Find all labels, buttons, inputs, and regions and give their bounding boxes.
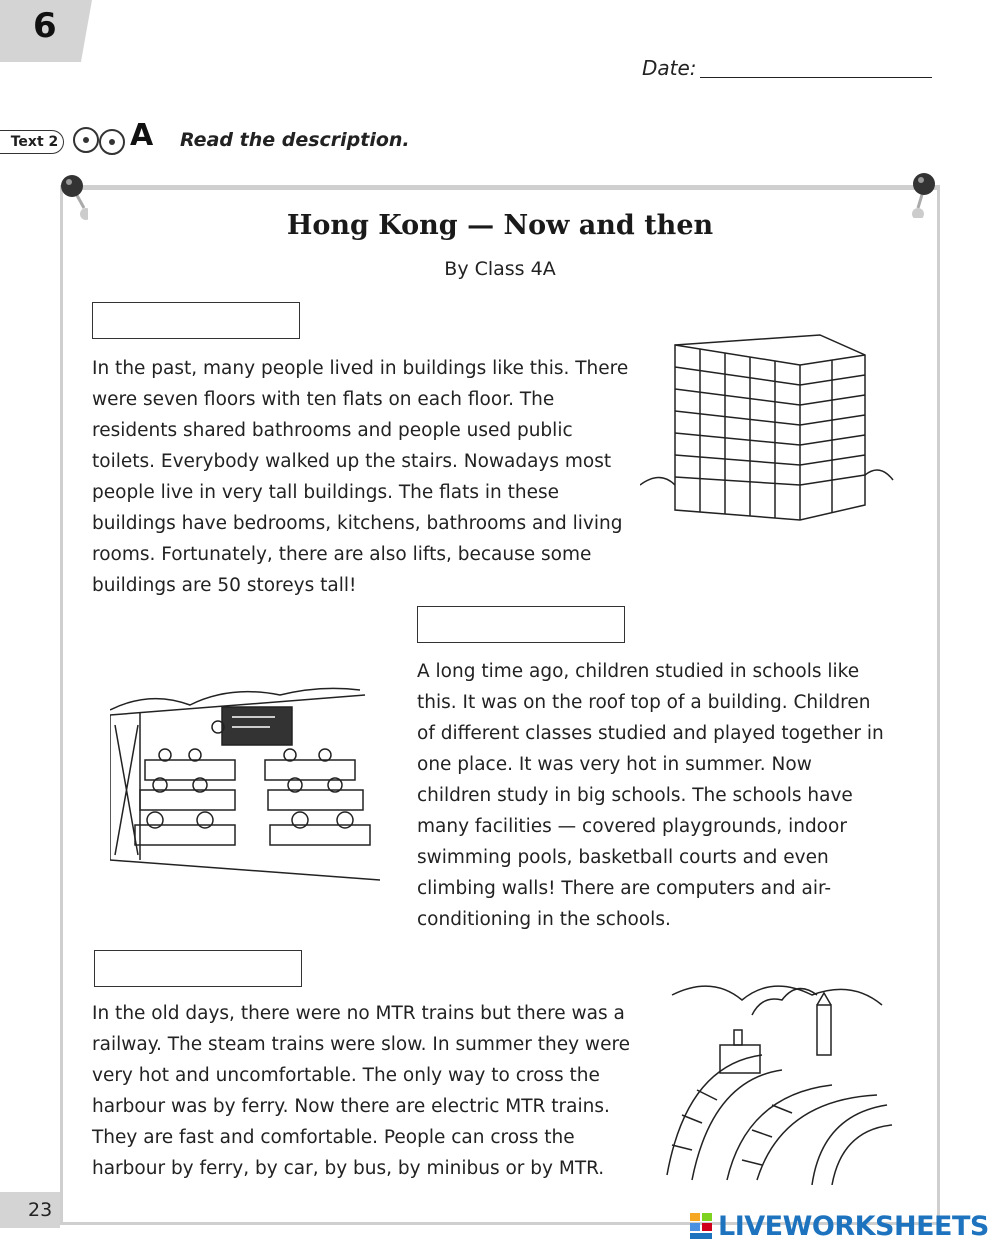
- heading-answer-box-1[interactable]: [92, 302, 300, 339]
- task-instruction: Read the description.: [180, 129, 410, 151]
- old-building-illustration: [640, 325, 895, 530]
- text-label: Text 2: [0, 130, 64, 154]
- steam-train-illustration: [662, 975, 894, 1185]
- section-2-text: A long time ago, children studied in schools like this. It was on the roof top of a building. Children of different classes studied and played together in one place. It was very hot in summer. Now children study in big schools. The schools have many facilities — covered playgrounds, indoor swimming pools, basketball courts and even climbing walls! There are computers and air-conditioning in the schools.: [417, 661, 884, 930]
- heading-answer-box-3[interactable]: [94, 950, 302, 987]
- rooftop-school-illustration: [110, 685, 380, 885]
- date-line: [700, 77, 932, 78]
- heading-answer-box-2[interactable]: [417, 606, 625, 643]
- section-3-text: In the old days, there were no MTR trains but there was a railway. The steam trains were slow. In summer they were very hot and uncomfortable. The only way to cross the harbour was by ferry. Now there are electric MTR trains. They are fast and comfortable. People can cross the harbour by ferry, by car, by bus, by minibus or by MTR.: [92, 1003, 631, 1179]
- task-letter: A: [130, 118, 154, 153]
- cd-audio-icon: [72, 122, 128, 158]
- date-label: Date:: [642, 56, 697, 80]
- article-byline: By Class 4A: [444, 258, 556, 280]
- article-title: Hong Kong — Now and then: [286, 210, 714, 241]
- liveworksheets-brand: LIVEWORKSHEETS: [718, 1210, 989, 1242]
- liveworksheets-logo-icon: [690, 1211, 714, 1241]
- liveworksheets-logo: [690, 1208, 989, 1244]
- unit-number: 6: [33, 6, 57, 46]
- section-1-text: In the past, many people lived in buildings like this. There were seven floors with ten flats on each floor. The residents shared bathrooms and people used public toilets. Everybody walked up the stairs. Nowadays most people live in very tall buildings. The flats in these buildings have bedrooms, kitchens, bathrooms and living rooms. Fortunately, there are also lifts, because some buildings are 50 storeys tall!: [92, 358, 629, 596]
- page-number: 23: [0, 1192, 60, 1228]
